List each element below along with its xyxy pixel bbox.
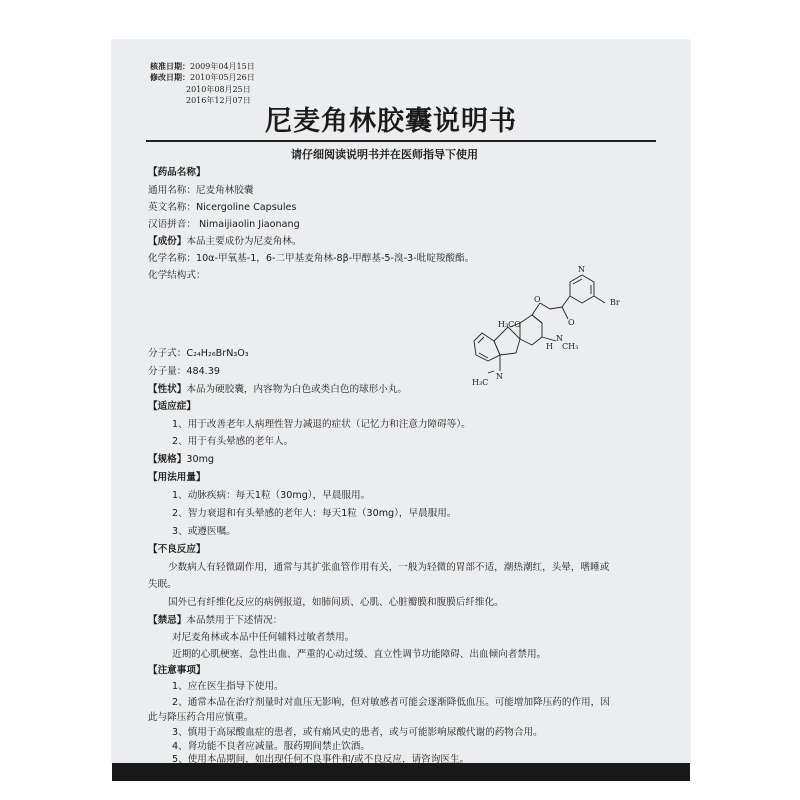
section-heading: 【规格】	[148, 454, 187, 465]
approval-date-row	[150, 62, 255, 73]
formula-label: 分子式：	[148, 348, 187, 359]
list-item: 1、动脉疾病：每天1粒（30mg），早晨服用。	[172, 490, 371, 501]
list-item: 2、智力衰退和有头晕感的老年人：每天1粒（30mg），早晨服用。	[172, 508, 457, 519]
ingredients-text: 本品主要成份为尼麦角林。	[186, 236, 302, 247]
specification-row	[148, 451, 214, 465]
molecular-formula: C₂₄H₂₆BrN₃O₃	[186, 348, 249, 359]
ingredients-row	[148, 233, 302, 247]
page-subtitle: 请仔细阅读说明书并在医师指导下使用	[291, 148, 478, 161]
section-heading: 【性状】	[148, 384, 187, 395]
methyl-label: CH₃	[562, 342, 579, 351]
methoxy-label: H₃CO	[498, 320, 521, 329]
chemical-name: 化学名称：10α-甲氧基-1，6-二甲基麦角林-8β-甲醇基-5-溴-3-吡啶羧酸酯。	[148, 253, 475, 264]
approval-date: 2009年04月15日	[190, 62, 255, 71]
contraindications-text: 本品禁用于下述情况：	[186, 615, 283, 626]
paragraph: 失眠。	[148, 579, 177, 590]
section-heading: 【成份】	[148, 236, 187, 247]
appearance-text: 本品为硬胶囊，内容物为白色或类白色的球形小丸。	[186, 384, 408, 395]
paragraph: 少数病人有轻微副作用，通常与其扩张血管作用有关，一般为轻微的胃部不适，潮热潮红，头晕，嗜睡或	[168, 562, 610, 573]
molecular-weight: 分子量：484.39	[148, 366, 220, 377]
appearance-row	[148, 381, 407, 395]
section-heading: 【禁忌】	[148, 615, 187, 626]
pyridine-n-label: N	[578, 265, 585, 274]
indole-n-label: N	[496, 372, 503, 381]
contraindications-row	[148, 612, 282, 626]
revision-date: 2010年05月26日	[190, 73, 255, 82]
revision-date: 2016年12月07日	[186, 96, 251, 105]
list-item: 2、通常本品在治疗剂量时对血压无影响，但对敏感者可能会逐渐降低血压。可能增加降压药的作用，因	[172, 697, 610, 708]
section-heading: 【适应症】	[148, 401, 196, 412]
chemical-structure-image	[470, 255, 650, 395]
list-item: 近期的心肌梗塞、急性出血、严重的心动过缓、直立性调节功能障碍、出血倾向者禁用。	[172, 649, 547, 660]
list-item: 2、用于有头晕感的老年人。	[172, 436, 294, 447]
amine-n-label: N	[556, 334, 563, 343]
list-item: 对尼麦角林或本品中任何辅料过敏者禁用。	[172, 632, 355, 643]
bromine-label: Br	[610, 298, 620, 307]
generic-name: 通用名称：尼麦角林胶囊	[148, 185, 254, 196]
list-item: 3、或遵医嘱。	[172, 526, 236, 537]
title-rule	[146, 140, 656, 142]
section-heading: 【用法用量】	[148, 472, 206, 483]
n-methyl-label: H₃C	[472, 378, 489, 387]
page-title: 尼麦角林胶囊说明书	[265, 106, 517, 137]
specification-text: 30mg	[186, 454, 215, 465]
english-name: 英文名称：Nicergoline Capsules	[148, 202, 297, 213]
pinyin-name: 汉语拼音： Nimaijiaolin Jiaonang	[148, 219, 300, 230]
list-item: 5、使用本品期间，如出现任何不良事件和/或不良反应，请咨询医生。	[172, 754, 470, 765]
section-heading: 【注意事项】	[148, 665, 206, 676]
list-item: 此与降压药合用应慎重。	[148, 712, 254, 723]
ester-o-label: O	[534, 295, 541, 304]
list-item: 4、肾功能不良者应减量。服药期间禁止饮酒。	[172, 741, 370, 752]
revision-date-row	[150, 73, 255, 84]
formula-row	[148, 345, 249, 359]
bottom-shadow-bar	[112, 763, 690, 781]
approval-date-label: 核准日期：	[150, 62, 190, 71]
list-item: 3、慎用于高尿酸血症的患者，或有痛风史的患者，或与可能影响尿酸代谢的药物合用。	[172, 727, 543, 738]
hydrogen-label: H	[546, 342, 553, 351]
structure-label: 化学结构式：	[148, 270, 206, 281]
revision-date: 2010年08月25日	[186, 85, 251, 94]
section-heading: 【不良反应】	[148, 544, 206, 555]
ester-o-label: O	[568, 318, 575, 327]
list-item: 1、应在医生指导下使用。	[172, 681, 284, 692]
section-heading: 【药品名称】	[148, 167, 206, 178]
list-item: 1、用于改善老年人病理性智力减退的症状（记忆力和注意力障碍等）。	[172, 419, 471, 430]
revision-date-label: 修改日期：	[150, 73, 190, 82]
paragraph: 国外已有纤维化反应的病例报道，如肺间质、心肌、心脏瓣膜和腹膜后纤维化。	[168, 597, 504, 608]
